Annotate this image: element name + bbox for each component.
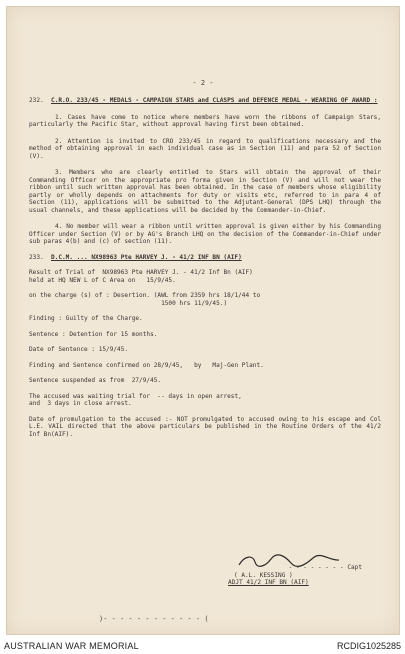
section-number: 233. (29, 253, 44, 261)
section-232-para-3: 3. Members who are clearly entitled to Stars will obtain the approval of their Commanding Officer on the appropriate pro forma given in Section (V) and will not wear the ribbon until such written approval has been obtained. In the case of members whose eligibility partly or wholly depends on attachments for duty or visits etc, referred to in para 4 of Section (11), applications will be submitted to the Adjutant-General (DPS LHQ) through the usual channels, and these applications will be decided by the Commander-in-Chief. (29, 169, 381, 214)
document-body (29, 97, 381, 438)
page-number: - 2 - (192, 79, 214, 87)
suspended-line: Sentence suspended as from 27/9/45. (29, 377, 162, 384)
awaiting-trial-line-2: and 3 days in close arrest. (29, 400, 132, 407)
finding-line: Finding : Guilty of the Charge. (29, 315, 143, 322)
section-232-heading (29, 97, 381, 105)
signature-dots: - - - - - - - - Capt (288, 564, 362, 571)
archive-name: AUSTRALIAN WAR MEMORIAL (4, 641, 139, 651)
section-233-heading (29, 254, 381, 262)
awaiting-trial-line-1: The accused was waiting trial for -- days in open arrest, (29, 392, 242, 400)
date-of-sentence-line: Date of Sentence : 15/9/45. (29, 346, 129, 353)
document-page (6, 6, 400, 635)
section-title: D.C.M. ... NX98963 Pte HARVEY J. - 41/2 INF BN (AIF) (51, 253, 242, 261)
signatory-name: ( A.L. KESSING ) (234, 571, 293, 579)
section-232-para-1: 1. Cases have come to notice where members have worn the ribbons of Campaign Stars, particularly the Pacific Star, without approval having first been obtained. (29, 113, 381, 128)
trial-result-line-1: Result of Trial of NX98963 Pte HARVEY J. - 41/2 Inf Bn (AIF) (29, 269, 253, 276)
signatory-title: ADJT 41/2 INF BN (AIF) (228, 579, 309, 586)
confirmed-line: Finding and Sentence confirmed on 28/9/45, by Maj-Gen Plant. (29, 361, 264, 369)
record-id: RCDIG1025285 (336, 641, 401, 651)
tear-line: )- - - - - - - - - - - - ( (99, 615, 209, 623)
promulgation-paragraph: Date of promulgation to the accused :- NOT promulgated to accused owing to his escape and Col L.E. VAIL directed that the above particulars be published in the Routine Orders of the 41/2 Inf Bn(AIF). (29, 415, 381, 438)
archive-footer (0, 638, 405, 654)
section-number: 232. (29, 97, 44, 104)
charge-line-1: on the charge (s) of : Desertion. (AWL from 2359 hrs 18/1/44 to (29, 292, 261, 299)
section-232-para-2: 2. Attention is invited to CRO 233/45 in regard to qualifications necessary and the method of obtaining approval in each individual case as in Section (11) and para 52 of Section (V). (29, 137, 381, 160)
section-232-para-4: 4. No member will wear a ribbon until written approval is given either by his Commanding Officer under Section (V) or by AG's Branch LHQ on the decision of the Commander-in-Chief under sub paras 4(b) and (c) of section (11). (29, 223, 381, 245)
sentence-line: Sentence : Detention for 15 months. (29, 330, 158, 338)
trial-result-line-2: held at HQ NEW L of C Area on 15/9/45. (29, 276, 176, 284)
signature-block (222, 564, 372, 587)
section-title: C.R.O. 233/45 - MEDALS - CAMPAIGN STARS and CLASPS and DEFENCE MEDAL - WEARING OF AWARD : (51, 97, 378, 104)
charge-line-2: 1500 hrs 11/9/45.) (29, 299, 228, 307)
